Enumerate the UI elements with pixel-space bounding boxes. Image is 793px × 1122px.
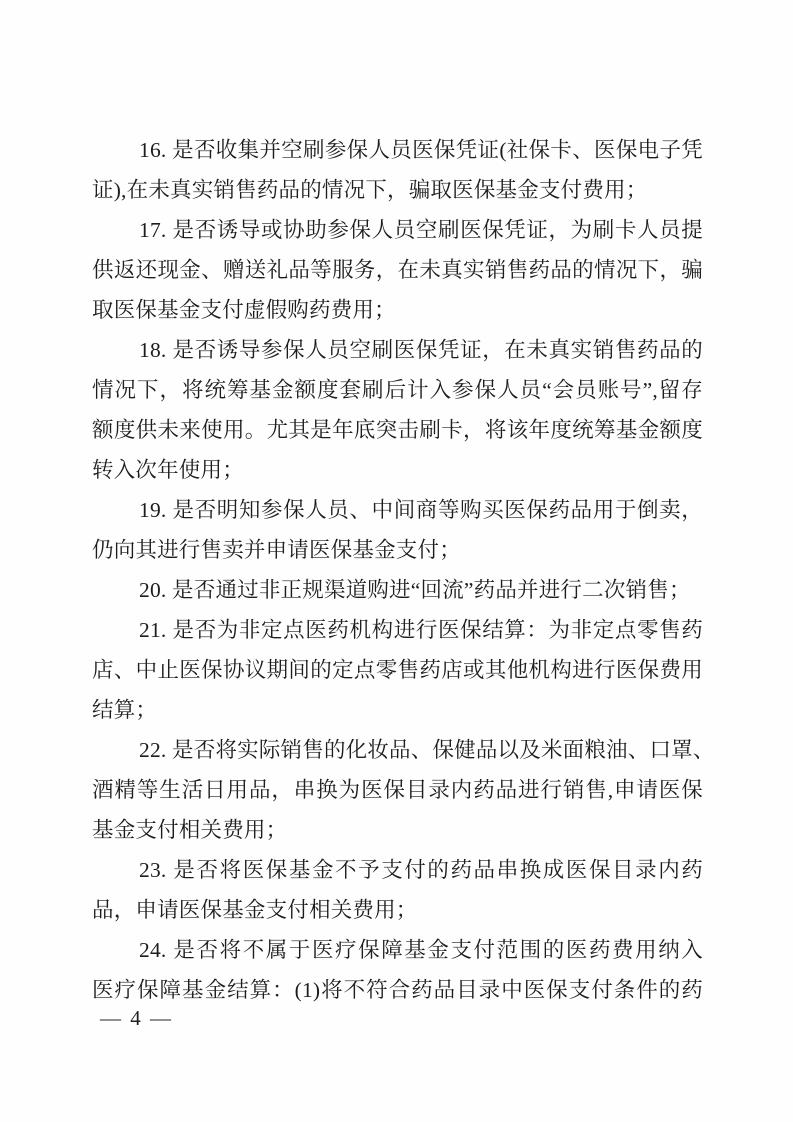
paragraph-19 <box>92 490 703 570</box>
text-line: 21. 是否为非定点医药机构进行医保结算：为非定点零售药 <box>139 618 703 642</box>
text-line: 16. 是否收集并空刷参保人员医保凭证(社保卡、医保电子凭 <box>139 138 703 162</box>
text-line: 证),在未真实销售药品的情况下，骗取医保基金支付费用； <box>92 178 648 202</box>
text-line: 17. 是否诱导或协助参保人员空刷医保凭证，为刷卡人员提 <box>139 218 703 242</box>
document-body <box>92 130 715 1010</box>
text-line: 结算； <box>92 698 158 722</box>
text-line: 转入次年使用； <box>92 458 244 482</box>
text-line: 医疗保障基金结算：(1)将不符合药品目录中医保支付条件的药 <box>92 978 703 1002</box>
paragraph-23 <box>92 850 703 930</box>
paragraph-16 <box>92 130 703 210</box>
text-line: 取医保基金支付虚假购药费用； <box>92 298 396 322</box>
paragraph-24 <box>92 930 703 1010</box>
paragraph-21 <box>92 610 703 730</box>
text-line: 额度供未来使用。尤其是年底突击刷卡，将该年度统筹基金额度 <box>92 418 703 442</box>
page-number: — 4 — <box>100 1006 173 1030</box>
text-line: 情况下，将统筹基金额度套刷后计入参保人员“会员账号”,留存 <box>92 378 703 402</box>
text-line: 18. 是否诱导参保人员空刷医保凭证，在未真实销售药品的 <box>139 338 703 362</box>
text-line: 23. 是否将医保基金不予支付的药品串换成医保目录内药 <box>139 858 703 882</box>
text-line: 酒精等生活日用品，串换为医保目录内药品进行销售,申请医保 <box>92 778 703 802</box>
text-line: 供返还现金、赠送礼品等服务，在未真实销售药品的情况下，骗 <box>92 258 703 282</box>
text-line: 仍向其进行售卖并申请医保基金支付； <box>92 538 461 562</box>
text-line: 店、中止医保协议期间的定点零售药店或其他机构进行医保费用 <box>92 658 703 682</box>
text-line: 19. 是否明知参保人员、中间商等购买医保药品用于倒卖， <box>139 498 703 522</box>
paragraph-20 <box>92 570 703 610</box>
paragraph-18 <box>92 330 703 490</box>
text-line: 基金支付相关费用； <box>92 818 288 842</box>
text-line: 20. 是否通过非正规渠道购进“回流”药品并进行二次销售； <box>139 578 691 602</box>
paragraph-22 <box>92 730 715 850</box>
text-line: 24. 是否将不属于医疗保障基金支付范围的医药费用纳入 <box>139 938 703 962</box>
text-line: 品，申请医保基金支付相关费用； <box>92 898 418 922</box>
paragraph-17 <box>92 210 703 330</box>
text-line: 22. 是否将实际销售的化妆品、保健品以及米面粮油、口罩、 <box>139 738 715 762</box>
